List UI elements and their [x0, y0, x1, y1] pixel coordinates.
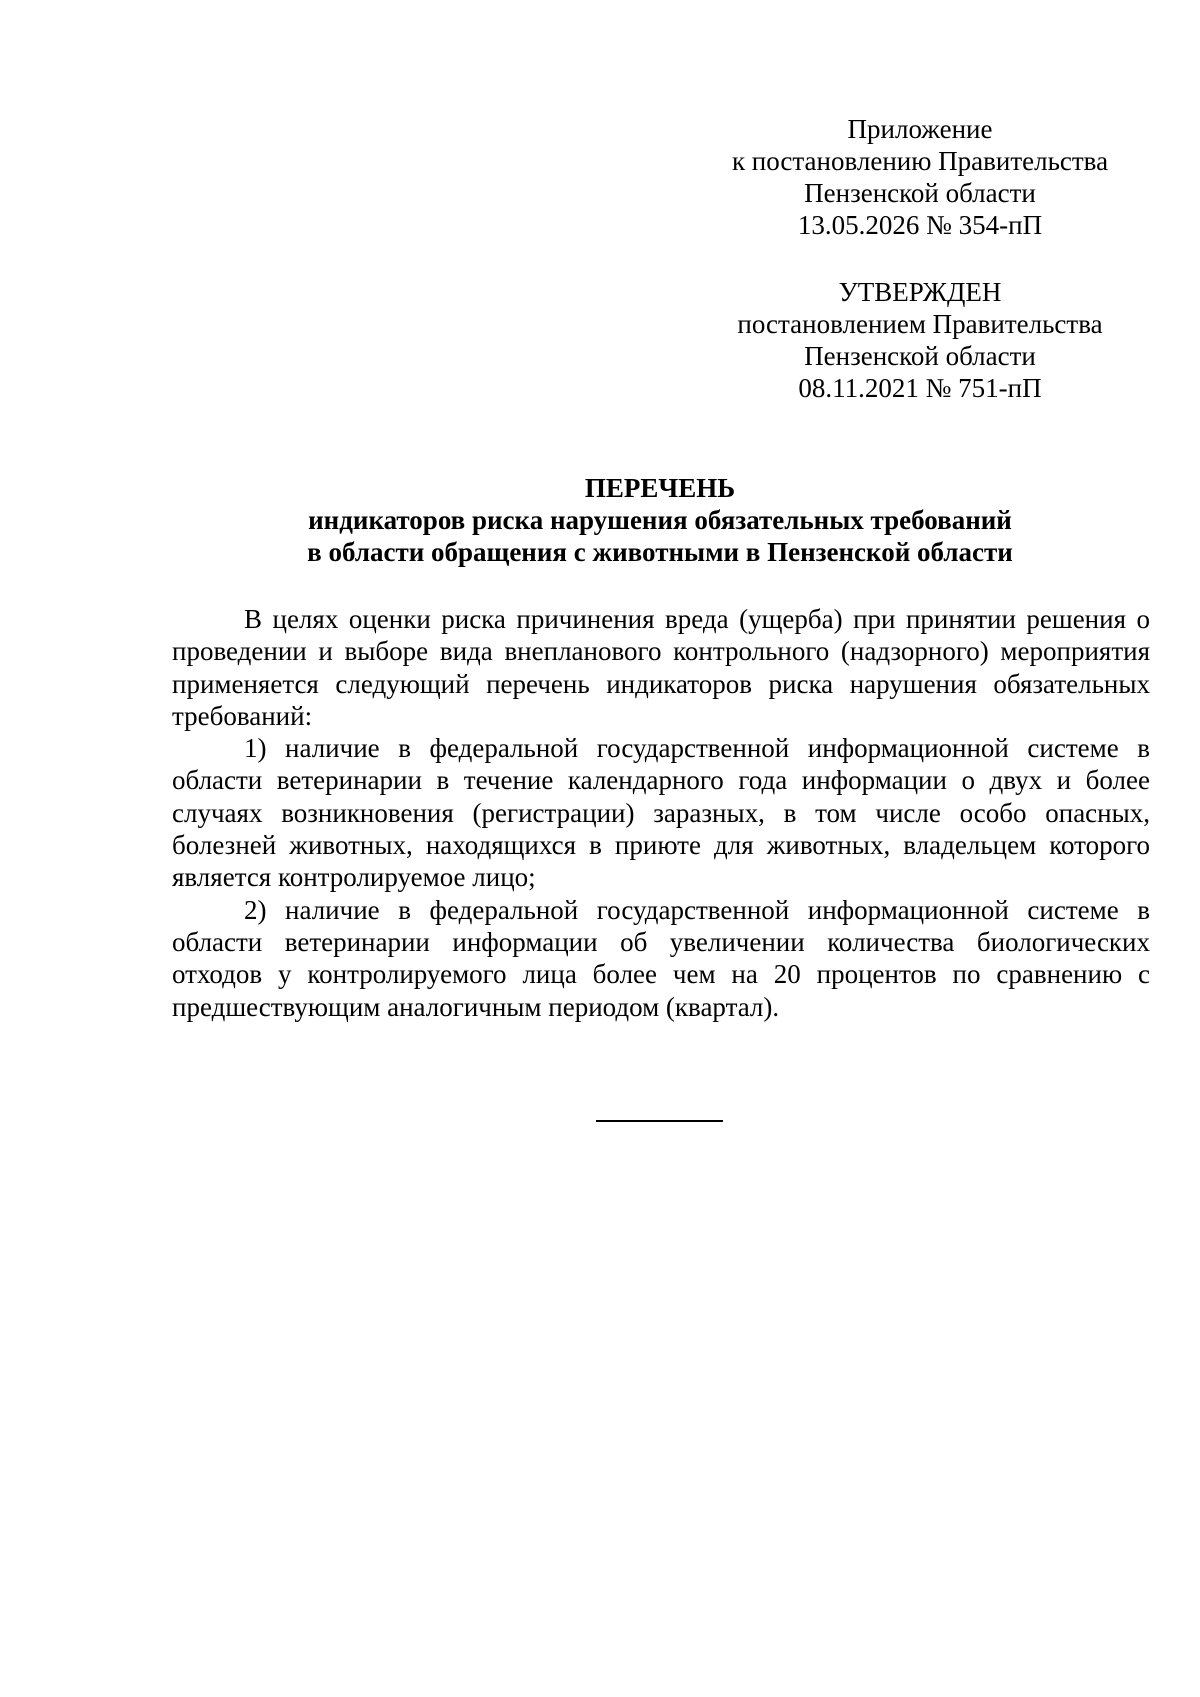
title-subtitle-line-1: индикаторов риска нарушения обязательных требований	[308, 505, 1012, 535]
title-subtitle-line-2: в области обращения с животными в Пензенской области	[307, 537, 1013, 567]
approved-decree-line: постановлением Правительства	[737, 309, 1103, 339]
approved-date-number: 08.11.2021 № 751-пП	[798, 373, 1042, 403]
appendix-label: Приложение	[847, 114, 993, 144]
document-title	[170, 472, 1150, 568]
appendix-region-line: Пензенской области	[804, 178, 1036, 208]
list-item-2: 2) наличие в федеральной государственной информационной системе в области ветеринарии информации об увеличении количества биологических отходов у контролируемого лица более чем на 20 процентов по сравнению с предшествующим аналогичным периодом (квартал).	[172, 894, 1150, 1022]
approved-label: УТВЕРЖДЕН	[838, 277, 1002, 307]
appendix-decree-line: к постановлению Правительства	[731, 146, 1109, 176]
approved-region-line: Пензенской области	[804, 341, 1036, 371]
list-item-1: 1) наличие в федеральной государственной информационной системе в области ветеринарии в течение календарного года информации о двух и более случаях возникновения (регистрации) заразных, в том числе особо опасных, болезней животных, находящихся в приюте для животных, владельцем которого является контролируемое лицо;	[172, 733, 1150, 893]
approval-stamp-block	[690, 276, 1150, 404]
appendix-reference-block	[690, 113, 1150, 241]
appendix-date-number: 13.05.2026 № 354-пП	[797, 210, 1043, 240]
document-body	[172, 603, 1150, 1023]
intro-paragraph: В целях оценки риска причинения вреда (ущерба) при принятии решения о проведении и выборе вида внепланового контрольного (надзорного) мероприятия применяется следующий перечень индикаторов риска нарушения обязательных требований:	[172, 604, 1150, 731]
closing-separator-line	[596, 1120, 723, 1122]
title-heading: ПЕРЕЧЕНЬ	[584, 473, 736, 503]
